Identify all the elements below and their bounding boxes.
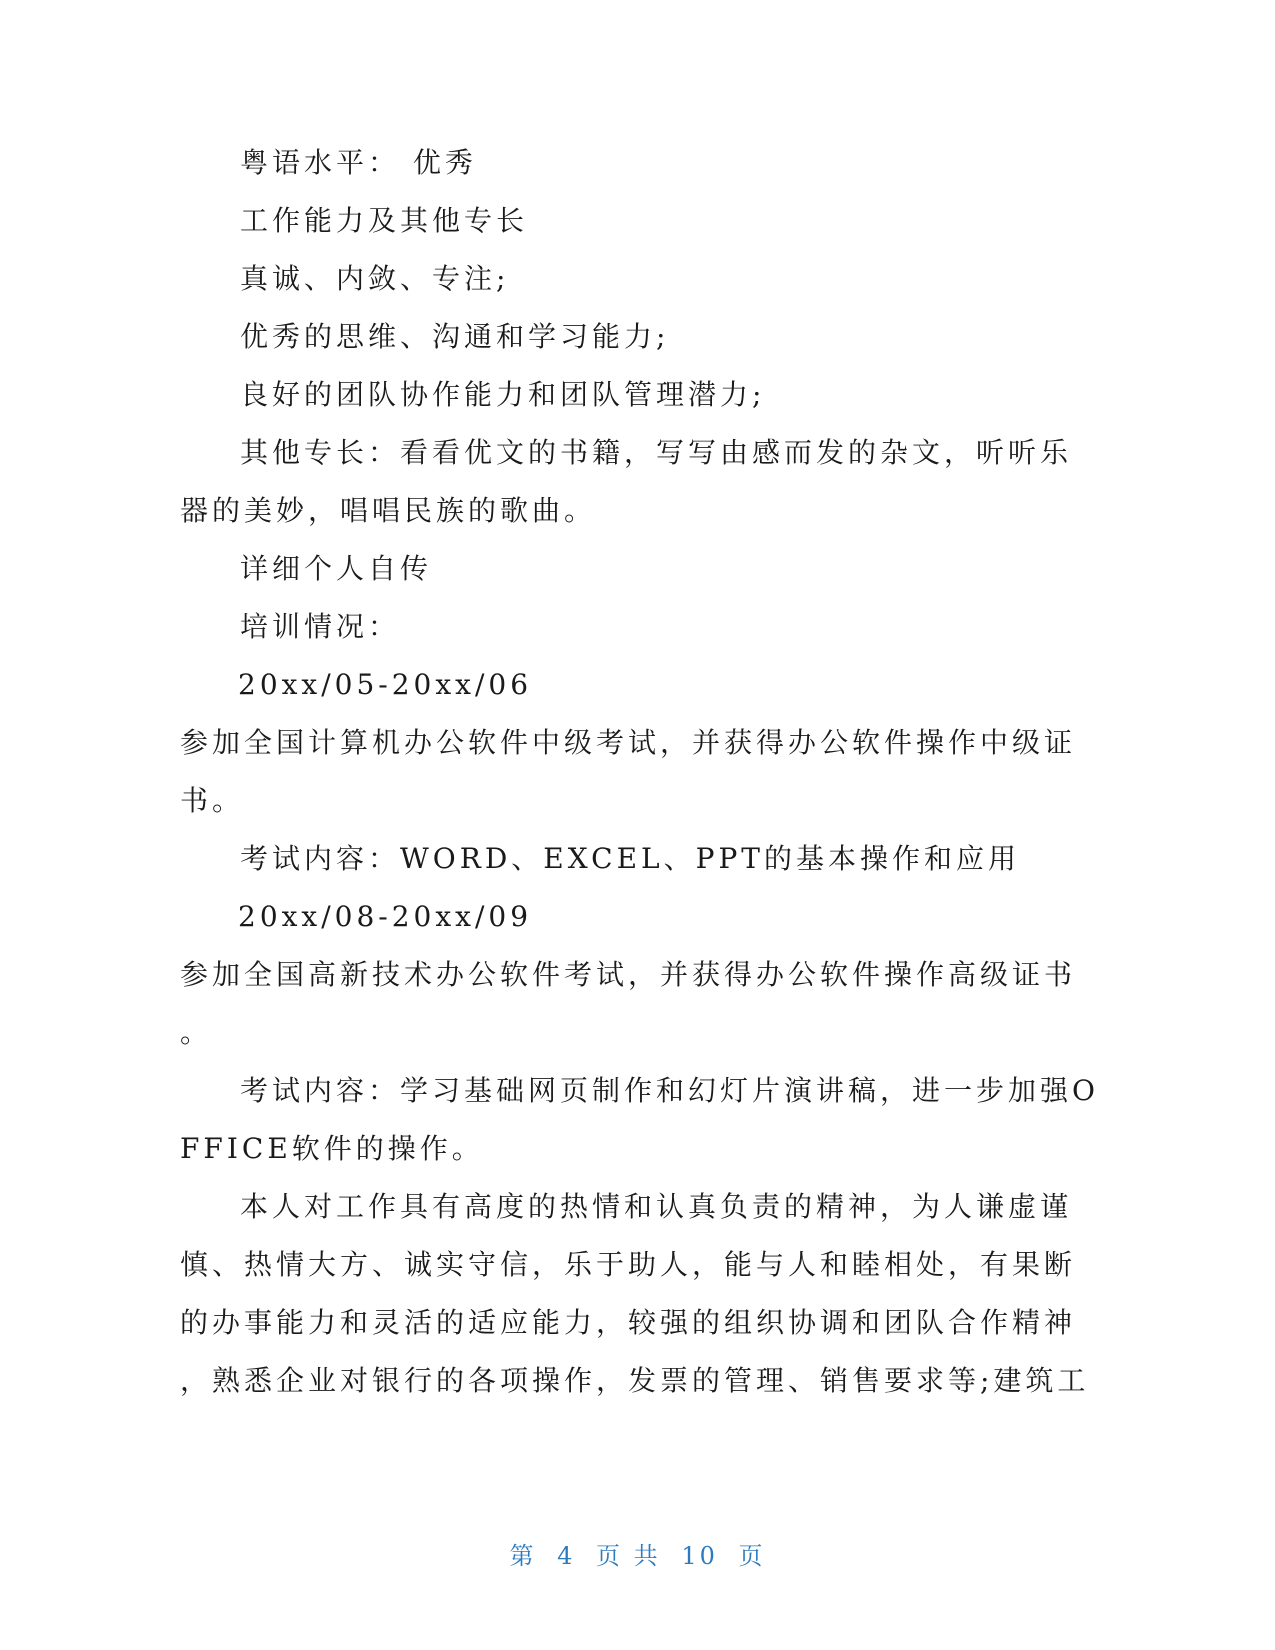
text-line: 考试内容：WORD、EXCEL、PPT的基本操作和应用 — [240, 842, 1020, 875]
footer-middle: 页 共 — [596, 1542, 661, 1570]
text-line: 优秀的思维、沟通和学习能力; — [240, 320, 670, 353]
text-line: 本人对工作具有高度的热情和认真负责的精神，为人谦虚谨 — [240, 1190, 1073, 1223]
text-line: 粤语水平： 优秀 — [240, 146, 477, 179]
text-line: 其他专长：看看优文的书籍，写写由感而发的杂文，听听乐 — [240, 436, 1073, 469]
text-line: 参加全国计算机办公软件中级考试，并获得办公软件操作中级证 — [180, 726, 1077, 759]
text-line: 良好的团队协作能力和团队管理潜力; — [240, 378, 766, 411]
text-line: 参加全国高新技术办公软件考试，并获得办公软件操作高级证书 — [180, 958, 1077, 991]
text-line: ，熟悉企业对银行的各项操作，发票的管理、销售要求等;建筑工 — [180, 1364, 1090, 1397]
text-line: FFICE软件的操作。 — [180, 1132, 484, 1165]
text-line: 20xx/08-20xx/09 — [238, 900, 533, 933]
text-line: 考试内容：学习基础网页制作和幻灯片演讲稿，进一步加强O — [240, 1074, 1099, 1107]
text-line: 真诚、内敛、专注; — [240, 262, 510, 295]
current-page-number: 4 — [557, 1542, 576, 1570]
text-line: 器的美妙，唱唱民族的歌曲。 — [180, 494, 597, 527]
text-line: 的办事能力和灵活的适应能力，较强的组织协调和团队合作精神 — [180, 1306, 1077, 1339]
text-line: 工作能力及其他专长 — [240, 204, 529, 237]
text-line: 详细个人自传 — [240, 552, 433, 585]
text-line: 慎、热情大方、诚实守信，乐于助人，能与人和睦相处，有果断 — [180, 1248, 1077, 1281]
total-pages-number: 10 — [681, 1542, 718, 1570]
text-line: 培训情况： — [240, 610, 401, 643]
text-line: 。 — [180, 1016, 213, 1049]
page-footer — [0, 1540, 1275, 1572]
text-line: 20xx/05-20xx/06 — [238, 668, 533, 701]
footer-prefix: 第 — [509, 1542, 537, 1570]
footer-suffix: 页 — [738, 1542, 766, 1570]
text-line: 书。 — [180, 784, 245, 817]
